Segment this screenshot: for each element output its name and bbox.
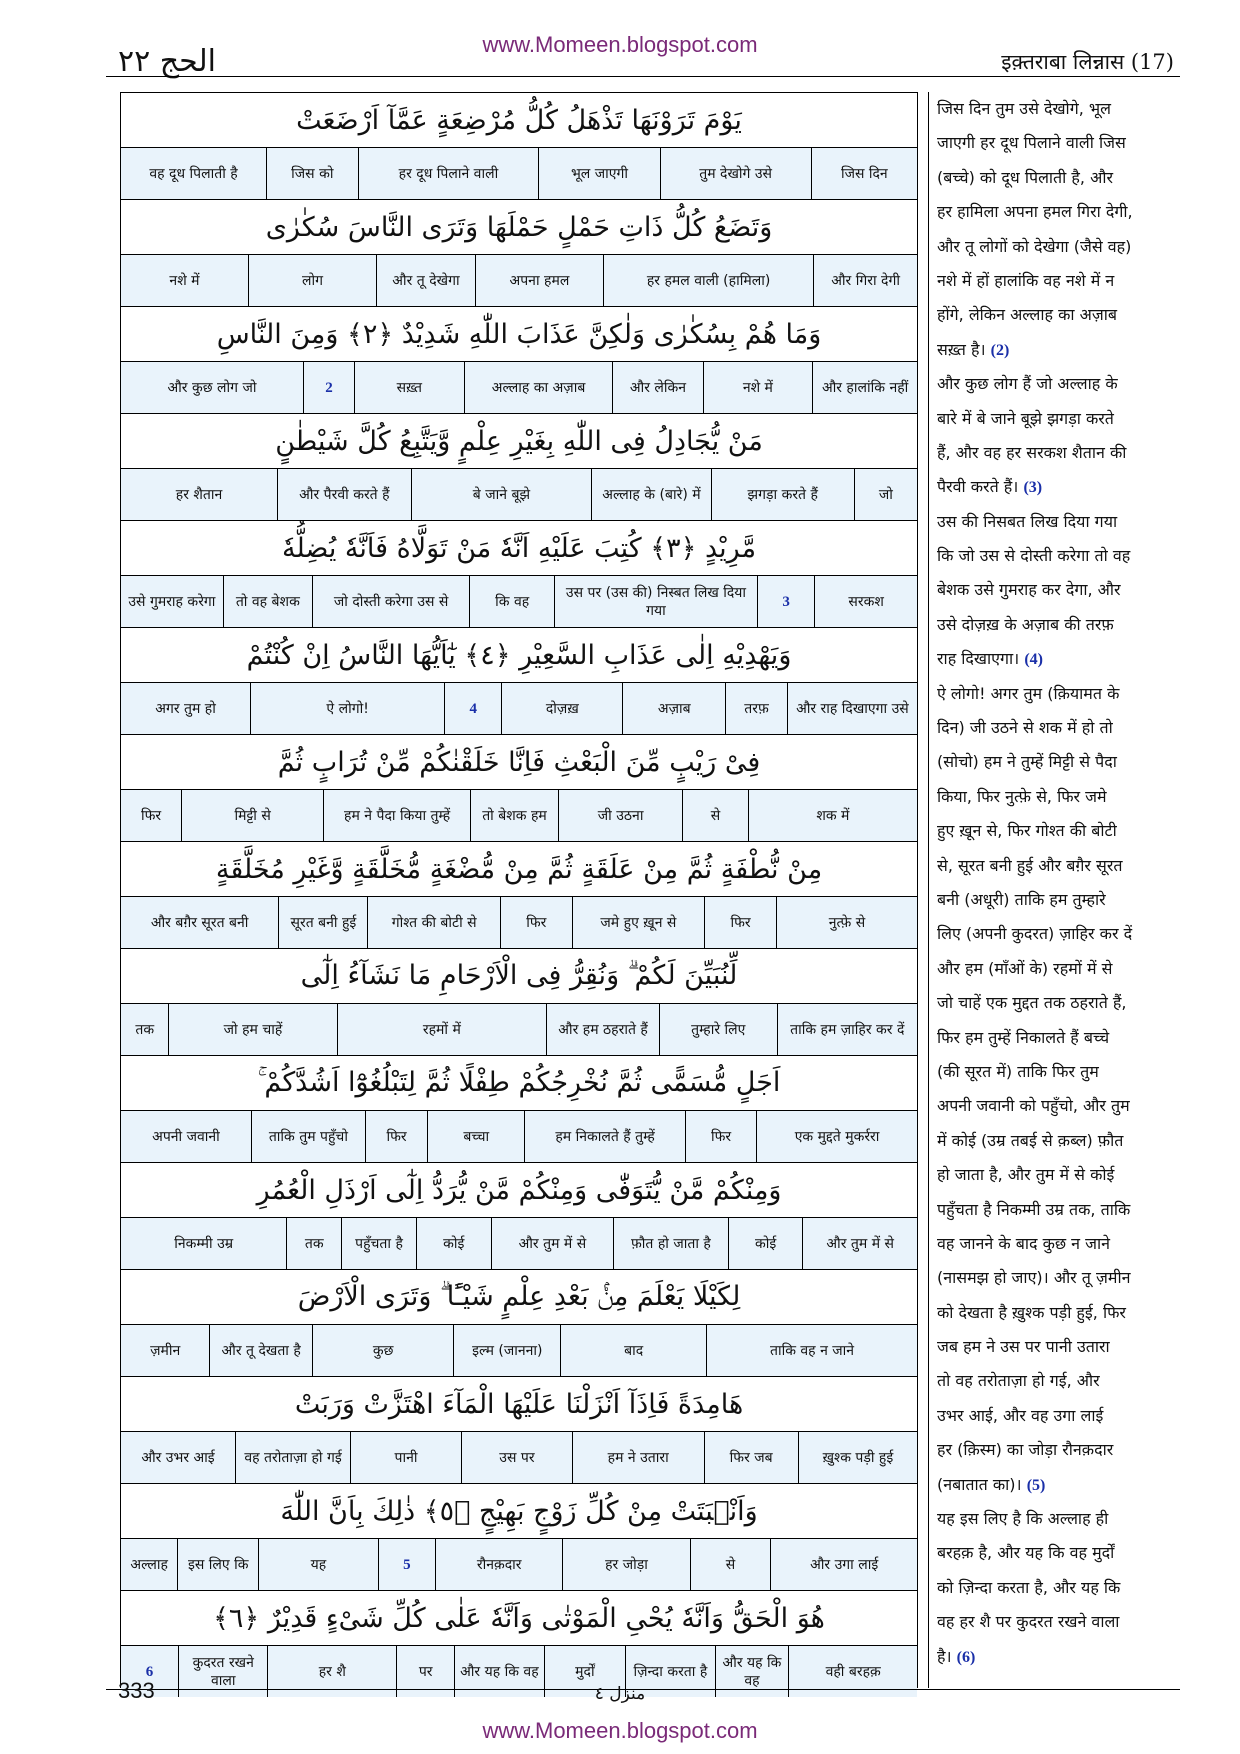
translation-line	[937, 814, 1180, 848]
word-translation-row	[121, 1111, 917, 1163]
word-cell: और यह कि वह	[715, 1646, 789, 1697]
word-cell: तो वह बेशक	[223, 576, 312, 627]
translation-text: वह हर शै पर कुदरत रखने वाला	[937, 1612, 1120, 1632]
word-cell: जो हम चाहें	[168, 1004, 336, 1055]
translation-line	[937, 367, 1180, 401]
translation-text: और कुछ लोग हैं जो अल्लाह के	[937, 374, 1118, 394]
word-cell: एक मुद्दते मुकर्ररा	[756, 1111, 917, 1162]
word-translation-row	[121, 1539, 917, 1591]
word-translation-row	[121, 683, 917, 735]
arabic-line: اَجَلٍ مُّسَمًّى ثُمَّ نُخْرِجُكُمْ طِفْلًا ثُمَّ لِتَبْلُغُوْٓا اَشُدَّكُمْ ۚ	[121, 1056, 917, 1111]
arabic-line: مَّرِيْدٍ ﴿٣﴾ كُتِبَ عَلَيْهِ اَنَّهٗ مَنْ تَوَلَّاهُ فَاَنَّهٗ يُضِلُّهٗ	[121, 521, 917, 576]
manzil-label: منزل ٤	[594, 1684, 646, 1704]
word-cell: पहुँचता है	[341, 1218, 416, 1269]
translation-text: बनी (अधूरी) ताकि हम तुम्हारे	[937, 889, 1106, 909]
translation-line	[937, 1124, 1180, 1158]
translation-line	[937, 264, 1180, 298]
word-cell: ज़मीन	[150, 1342, 181, 1359]
translation-line	[937, 608, 1180, 642]
translation-line	[937, 917, 1180, 951]
verse-number: (2)	[990, 341, 1010, 359]
bottom-url[interactable]: www.Momeen.blogspot.com	[482, 1718, 758, 1743]
translation-text: हर (क़िस्म) का जोड़ा रौनक़दार	[937, 1440, 1114, 1460]
word-cell: नशे में	[169, 272, 200, 289]
translation-text: और हम (माँओं के) रहमों में से	[937, 958, 1113, 978]
word-cell: ऐ लोगो!	[250, 683, 444, 734]
translation-line	[937, 402, 1180, 436]
word-cell: हम ने उतारा	[572, 1432, 704, 1483]
translation-text: में कोई (उम्र तबई से क़ब्ल) फ़ौत	[937, 1130, 1124, 1150]
translation-line	[937, 470, 1180, 504]
translation-text: किया, फिर नुत्फ़े से, फिर जमे	[937, 786, 1107, 806]
translation-line	[937, 1021, 1180, 1055]
word-cell: जिस दिन	[811, 148, 917, 199]
word-cell: कुदरत रखने वाला	[178, 1646, 267, 1697]
word-cell: शक में	[748, 790, 917, 841]
verse-number: (5)	[1026, 1476, 1046, 1494]
translation-line	[937, 677, 1180, 711]
arabic-line: هَامِدَةً فَاِذَآ اَنْزَلْنَا عَلَيْهَا الْمَآءَ اهْتَزَّتْ وَرَبَتْ	[121, 1377, 917, 1432]
translation-column	[928, 92, 1180, 1688]
word-cell: तो बेशक हम	[470, 790, 558, 841]
translation-line	[937, 1536, 1180, 1570]
word-cell: अल्लाह का अज़ाब	[464, 362, 613, 413]
word-cell: उसे गुमराह करेगा	[128, 593, 216, 610]
translation-text: वह जानने के बाद कुछ न जाने	[937, 1233, 1111, 1253]
translation-text: जिस दिन तुम उसे देखोगे, भूल	[937, 99, 1111, 118]
translation-text: जाएगी हर दूध पिलाने वाली जिस	[937, 133, 1126, 153]
translation-text: लिए (अपनी कुदरत) ज़ाहिर कर दें	[937, 924, 1133, 944]
word-cell: वह दूध पिलाती है	[149, 165, 238, 182]
translation-line	[937, 195, 1180, 229]
translation-line	[937, 711, 1180, 745]
word-cell: और तू देखता है	[209, 1325, 311, 1376]
translation-text: जो चाहें एक मुद्दत तक ठहराते हैं,	[937, 993, 1127, 1013]
translation-text: पैरवी करते हैं।	[937, 477, 1019, 497]
word-cell: से	[682, 790, 748, 841]
translation-text: उभर आई, और वह उगा लाई	[937, 1405, 1104, 1425]
arabic-line: مِنْ نُّطْفَةٍ ثُمَّ مِنْ عَلَقَةٍ ثُمَّ مِنْ مُّضْغَةٍ مُّخَلَّقَةٍ وَّغَيْرِ مُخَلَّقَةٍ	[121, 842, 917, 897]
page-number: 333	[118, 1678, 155, 1703]
translation-text: राह दिखाएगा।	[937, 649, 1020, 669]
word-cell: फ़ौत हो जाता है	[613, 1218, 728, 1269]
translation-line	[937, 1364, 1180, 1398]
translation-line	[937, 642, 1180, 676]
translation-text: होंगे, लेकिन अल्लाह का अज़ाब	[937, 305, 1117, 325]
translation-line	[937, 986, 1180, 1020]
word-cell: और हम ठहराते हैं	[546, 1004, 659, 1055]
word-cell: इल्म (जानना)	[453, 1325, 560, 1376]
word-cell: फिर	[500, 897, 572, 948]
word-cell: और लेकिन	[612, 362, 702, 413]
translation-text: है।	[937, 1646, 952, 1666]
word-translation-row	[121, 255, 917, 307]
word-cell: मुर्दों	[544, 1646, 626, 1697]
word-cell: फिर	[685, 1111, 756, 1162]
word-cell: कोई	[416, 1218, 491, 1269]
translation-text: बारे में बे जाने बूझे झगड़ा करते	[937, 408, 1114, 428]
translation-text: दिन) जी उठने से शक में हो तो	[937, 718, 1113, 738]
translation-text: (नबातात का)।	[937, 1474, 1022, 1494]
juz-title: इक़्तराबा लिन्नास (17)	[1001, 50, 1174, 74]
word-cell: उस पर (उस की) निस्बत लिख दिया गया	[554, 576, 757, 627]
verse-number-cell: 3	[757, 576, 814, 627]
translation-line	[937, 745, 1180, 779]
word-cell: हर जोड़ा	[562, 1539, 689, 1590]
word-cell: और पैरवी करते हैं	[277, 469, 411, 520]
translation-line	[937, 230, 1180, 264]
word-cell: ताकि वह न जाने	[706, 1325, 917, 1376]
translation-text: तो वह तरोताज़ा हो गई, और	[937, 1371, 1100, 1391]
word-cell: लोग	[248, 255, 376, 306]
translation-text: को देखता है ख़ुश्क पड़ी हुई, फिर	[937, 1302, 1126, 1322]
word-cell: जो दोस्ती करेगा उस से	[312, 576, 470, 627]
translation-line	[937, 1089, 1180, 1123]
word-cell: मिट्टी से	[181, 790, 323, 841]
translation-line	[937, 1330, 1180, 1364]
translation-line	[937, 1193, 1180, 1227]
verse-number: (3)	[1023, 479, 1043, 497]
translation-line	[937, 1055, 1180, 1089]
word-by-word-grid	[120, 92, 918, 1688]
word-cell: वह तरोताज़ा हो गई	[235, 1432, 350, 1483]
word-cell: जो	[854, 469, 917, 520]
word-cell: और उगा लाई	[770, 1539, 917, 1590]
translation-text: हो जाता है, और तुम में से कोई	[937, 1165, 1115, 1185]
translation-text: फिर हम तुम्हें निकालते हैं बच्चे	[937, 1027, 1110, 1047]
translation-line	[937, 436, 1180, 470]
arabic-line: وَتَضَعُ كُلُّ ذَاتِ حَمْلٍ حَمْلَهَا وَتَرَى النَّاسَ سُكٰرٰى	[121, 200, 917, 255]
word-cell: ताकि तुम पहुँचो	[251, 1111, 365, 1162]
word-translation-row	[121, 576, 917, 628]
word-cell: और गिरा देगी	[813, 255, 917, 306]
translation-line	[937, 333, 1180, 367]
translation-text: और तू लोगों को देखेगा (जैसे वह)	[937, 236, 1132, 256]
translation-text: बरहक़ है, और यह कि वह मुर्दों	[937, 1543, 1115, 1563]
word-cell: कि वह	[469, 576, 554, 627]
word-cell: दोज़ख़	[501, 683, 622, 734]
word-cell: हर हमल वाली (हामिला)	[603, 255, 813, 306]
translation-text: ऐ लोगो! अगर तुम (क़ियामत के	[937, 683, 1120, 703]
verse-number-cell: 2	[303, 362, 354, 413]
translation-line	[937, 1468, 1180, 1502]
translation-text: से, सूरत बनी हुई और बग़ैर सूरत	[937, 855, 1123, 875]
word-cell: रौनक़दार	[435, 1539, 562, 1590]
word-cell: तक	[286, 1218, 341, 1269]
translation-line	[937, 1502, 1180, 1536]
translation-line	[937, 1158, 1180, 1192]
word-cell: जमे हुए ख़ून से	[572, 897, 704, 948]
word-cell: ख़ुश्क पड़ी हुई	[798, 1432, 917, 1483]
word-cell: कुछ	[312, 1325, 454, 1376]
translation-text: (की सूरत में) ताकि फिर तुम	[937, 1061, 1099, 1081]
translation-line	[937, 161, 1180, 195]
arabic-line: وَمَا هُمْ بِسُكٰرٰى وَلٰكِنَّ عَذَابَ اللّٰهِ شَدِيْدٌ ﴿٢﴾ وَمِنَ النَّاسِ	[121, 307, 917, 362]
word-cell: सरकश	[814, 576, 917, 627]
arabic-line: هُوَ الْحَقُّ وَاَنَّهٗ يُحْىِ الْمَوْتٰى وَاَنَّهٗ عَلٰى كُلِّ شَىْءٍ قَدِيْرٌ ﴿٦﴾	[121, 1591, 917, 1646]
word-cell: अपना हमल	[475, 255, 603, 306]
word-cell: यह	[258, 1539, 378, 1590]
word-cell: हम निकालते हैं तुम्हें	[524, 1111, 685, 1162]
translation-line	[937, 92, 1180, 126]
translation-text: कि जो उस से दोस्ती करेगा तो वह	[937, 546, 1131, 566]
word-cell: झगड़ा करते हैं	[711, 469, 854, 520]
word-cell: अल्लाह	[130, 1556, 168, 1573]
word-cell: वही बरहक़	[788, 1646, 917, 1697]
word-cell: और उभर आई	[141, 1449, 215, 1466]
word-cell: बच्चा	[427, 1111, 524, 1162]
word-translation-row	[121, 1218, 917, 1270]
verse-number-cell: 6	[145, 1663, 154, 1680]
translation-text: को ज़िन्दा करता है, और यह कि	[937, 1577, 1121, 1597]
verse-number-cell: 5	[378, 1539, 435, 1590]
translation-text: नशे में हों हालांकि वह नशे में न	[937, 270, 1115, 290]
word-cell: उस पर	[461, 1432, 572, 1483]
translation-text: (बच्चे) को दूध पिलाती है, और	[937, 167, 1113, 187]
arabic-line: وَمِنْكُمْ مَّنْ يُّتَوَفّٰى وَمِنْكُمْ مَّنْ يُّرَدُّ اِلٰٓى اَرْذَلِ الْعُمُرِ	[121, 1163, 917, 1218]
translation-line	[937, 1605, 1180, 1639]
word-cell: इस लिए कि	[177, 1539, 258, 1590]
translation-text: (नासमझ हो जाए)। और तू ज़मीन	[937, 1268, 1131, 1288]
surah-name: الحج ٢٢	[118, 44, 216, 79]
word-cell: से	[690, 1539, 771, 1590]
translation-line	[937, 1433, 1180, 1467]
word-cell: जिस को	[266, 148, 357, 199]
word-cell: तरफ़	[725, 683, 787, 734]
arabic-line: وَاَنْۢبَتَتْ مِنْ كُلِّ زَوْجٍ بَهِيْجٍ ﴿٥﴾ ذٰلِكَ بِاَنَّ اللّٰهَ	[121, 1484, 917, 1539]
word-cell: सूरत बनी हुई	[278, 897, 367, 948]
word-cell: और कुछ लोग जो	[167, 379, 257, 396]
word-cell: निकम्मी उम्र	[174, 1235, 234, 1252]
translation-line	[937, 780, 1180, 814]
translation-text: हुए ख़ून से, फिर गोश्त की बोटी	[937, 821, 1117, 841]
translation-text: हैं, और वह हर सरकश शैतान की	[937, 442, 1127, 462]
word-cell: नशे में	[703, 362, 813, 413]
word-cell: और हालांकि नहीं	[812, 362, 917, 413]
word-translation-row	[121, 1004, 917, 1056]
translation-text: बेशक उसे गुमराह कर देगा, और	[937, 580, 1121, 600]
word-cell: हर दूध पिलाने वाली	[358, 148, 539, 199]
word-cell: और राह दिखाएगा उसे	[787, 683, 917, 734]
word-cell: फिर	[704, 897, 776, 948]
translation-line	[937, 573, 1180, 607]
word-cell: फिर	[365, 1111, 428, 1162]
arabic-line: فِىْ رَيْبٍ مِّنَ الْبَعْثِ فَاِنَّا خَلَقْنٰكُمْ مِّنْ تُرَابٍ ثُمَّ	[121, 735, 917, 790]
word-cell: फिर	[140, 807, 162, 824]
translation-line	[937, 1261, 1180, 1295]
arabic-line: مَنْ يُّجَادِلُ فِى اللّٰهِ بِغَيْرِ عِلْمٍ وَّيَتَّبِعُ كُلَّ شَيْطٰنٍ	[121, 414, 917, 469]
word-cell: भूल जाएगी	[538, 148, 659, 199]
word-translation-row	[121, 1325, 917, 1377]
word-cell: अगर तुम हो	[155, 700, 216, 717]
translation-line	[937, 298, 1180, 332]
word-cell: नुत्फ़े से	[776, 897, 917, 948]
verse-number-cell: 4	[444, 683, 501, 734]
translation-text: अपनी जवानी को पहुँचो, और तुम	[937, 1096, 1130, 1116]
translation-line	[937, 539, 1180, 573]
word-cell: और यह कि वह	[454, 1646, 543, 1697]
word-translation-row	[121, 790, 917, 842]
word-translation-row	[121, 1432, 917, 1484]
arabic-line: وَيَهْدِيْهِ اِلٰى عَذَابِ السَّعِيْرِ ﴿٤﴾ يٰٓاَيُّهَا النَّاسُ اِنْ كُنْتُمْ	[121, 628, 917, 683]
translation-line	[937, 1296, 1180, 1330]
word-cell: पर	[396, 1646, 454, 1697]
word-cell: अपनी जवानी	[152, 1128, 220, 1145]
word-cell: अज़ाब	[622, 683, 725, 734]
translation-line	[937, 883, 1180, 917]
top-url[interactable]: www.Momeen.blogspot.com	[482, 32, 758, 57]
arabic-line: لِكَيْلَا يَعْلَمَ مِنْۢ بَعْدِ عِلْمٍ شَيْـًٔا ۗ وَتَرَى الْاَرْضَ	[121, 1270, 917, 1325]
word-cell: बे जाने बूझे	[411, 469, 592, 520]
word-cell: और तुम में से	[802, 1218, 917, 1269]
word-cell: बाद	[560, 1325, 706, 1376]
translation-line	[937, 1640, 1180, 1674]
arabic-line: لِّنُبَيِّنَ لَكُمْ ۗ وَنُقِرُّ فِى الْاَرْحَامِ مَا نَشَآءُ اِلٰٓى	[121, 949, 917, 1004]
word-cell: पानी	[350, 1432, 461, 1483]
translation-line	[937, 1227, 1180, 1261]
word-cell: हम ने पैदा किया तुम्हें	[323, 790, 470, 841]
translation-text: पहुँचता है निकम्मी उम्र तक, ताकि	[937, 1199, 1131, 1219]
word-cell: तुम देखोगे उसे	[660, 148, 811, 199]
translation-line	[937, 126, 1180, 160]
word-cell: सख़्त	[354, 362, 464, 413]
translation-line	[937, 505, 1180, 539]
word-cell: तक	[135, 1021, 155, 1038]
translation-text: (सोचो) हम ने तुम्हें मिट्टी से पैदा	[937, 752, 1117, 772]
word-translation-row	[121, 148, 917, 200]
word-translation-row	[121, 469, 917, 521]
translation-text: उस की निसबत लिख दिया गया	[937, 511, 1118, 531]
arabic-line: يَوْمَ تَرَوْنَهَا تَذْهَلُ كُلُّ مُرْضِعَةٍ عَمَّآ اَرْضَعَتْ	[121, 93, 917, 148]
translation-text: उसे दोज़ख़ के अज़ाब की तरफ़	[937, 614, 1114, 634]
word-cell: और तू देखेगा	[376, 255, 475, 306]
word-cell: फिर जब	[704, 1432, 798, 1483]
header-rule	[106, 76, 1180, 77]
word-cell: और बग़ैर सूरत बनी	[150, 914, 249, 931]
word-cell: कोई	[728, 1218, 803, 1269]
translation-text: जब हम ने उस पर पानी उतारा	[937, 1337, 1110, 1357]
word-cell: ज़िन्दा करता है	[625, 1646, 714, 1697]
word-cell: और तुम में से	[491, 1218, 614, 1269]
translation-text: हर हामिला अपना हमल गिरा देगी,	[937, 202, 1133, 222]
word-cell: जी उठना	[558, 790, 682, 841]
translation-text: यह इस लिए है कि अल्लाह ही	[937, 1509, 1109, 1529]
word-cell: हर शै	[267, 1646, 396, 1697]
translation-line	[937, 952, 1180, 986]
word-cell: तुम्हारे लिए	[659, 1004, 776, 1055]
translation-line	[937, 1571, 1180, 1605]
translation-line	[937, 849, 1180, 883]
verse-number: (6)	[956, 1648, 976, 1666]
verse-number: (4)	[1024, 651, 1043, 669]
word-cell: गोश्त की बोटी से	[367, 897, 499, 948]
word-translation-row	[121, 897, 917, 949]
word-cell: ताकि हम ज़ाहिर कर दें	[777, 1004, 918, 1055]
word-cell: अल्लाह के (बारे) में	[591, 469, 711, 520]
word-cell: रहमों में	[337, 1004, 547, 1055]
word-translation-row	[121, 362, 917, 414]
translation-line	[937, 1399, 1180, 1433]
translation-text: सख़्त है।	[937, 339, 986, 359]
word-cell: हर शैतान	[175, 486, 223, 503]
